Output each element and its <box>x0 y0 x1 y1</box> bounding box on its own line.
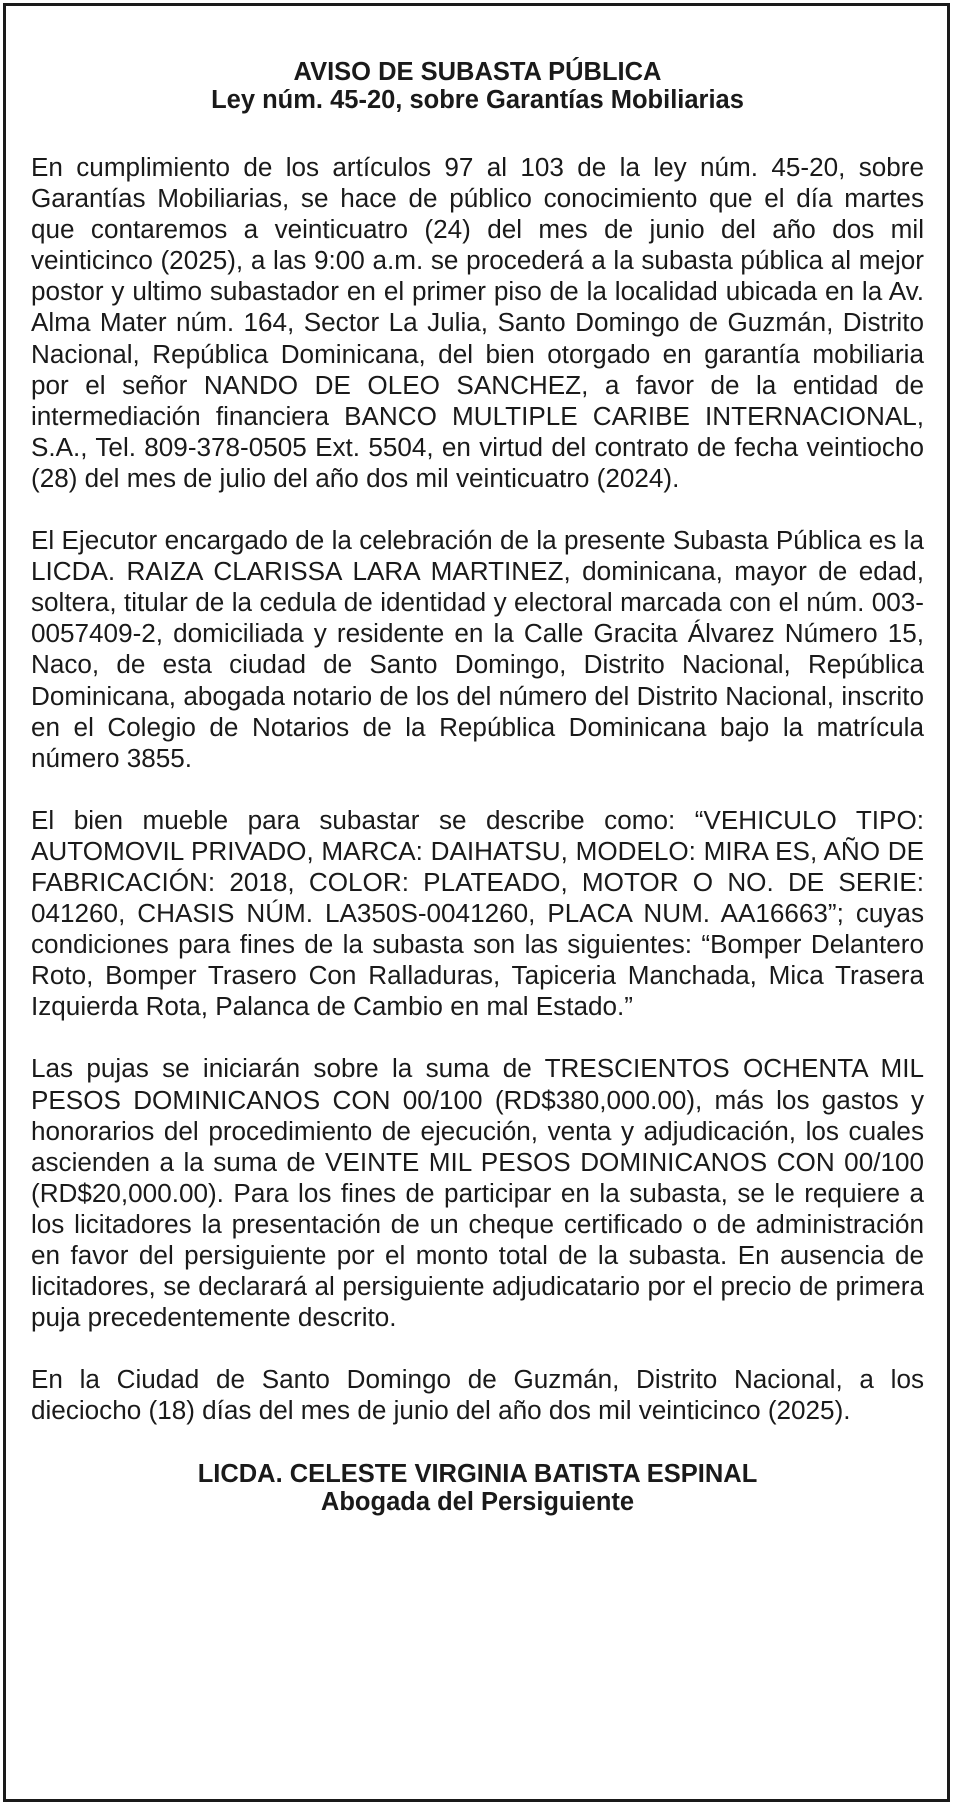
signature-role: Abogada del Persiguiente <box>320 1488 635 1517</box>
signature-name: LICDA. CELESTE VIRGINIA BATISTA ESPINAL <box>197 1460 758 1489</box>
paragraph-place-date: En la Ciudad de Santo Domingo de Guzmán, Distrito Nacional, a los dieciocho (18) días del mes de junio del año dos mil veinticinco (2025). <box>31 1364 924 1426</box>
signature-block <box>31 1460 924 1516</box>
paragraph-executor: El Ejecutor encargado de la celebración de la presente Subasta Pública es la LICDA. RAIZA CLARISSA LARA MARTINEZ, dominicana, mayor de edad, soltera, titular de la cedula de identidad y electoral marcada con el núm. 003-0057409-2, domiciliada y residente en la Calle Gracita Álvarez Número 15, Naco, de esta ciudad de Santo Domingo, Distrito Nacional, República Dominicana, abogada notario de los del número del Distrito Nacional, inscrito en el Colegio de Notarios de la República Dominicana bajo la matrícula número 3855. <box>31 525 924 773</box>
paragraph-bidding-terms: Las pujas se iniciarán sobre la suma de TRESCIENTOS OCHENTA MIL PESOS DOMINICANOS CON 00/100 (RD$380,000.00), más los gastos y honorarios del procedimiento de ejecución, venta y adjudicación, los cuales ascienden a la suma de VEINTE MIL PESOS DOMINICANOS CON 00/100 (RD$20,000.00). Para los fines de participar en la subasta, se le requiere a los licitadores la presentación de un cheque certificado o de administración en favor del persiguiente por el monto total de la subasta. En ausencia de licitadores, se declarará al persiguiente adjudicatario por el precio de primera puja precedentemente descrito. <box>31 1053 924 1333</box>
paragraph-vehicle-description: El bien mueble para subastar se describe como: “VEHICULO TIPO: AUTOMOVIL PRIVADO, MARCA: DAIHATSU, MODELO: MIRA ES, AÑO DE FABRICACIÓN: 2018, COLOR: PLATEADO, MOTOR O NO. DE SERIE: 041260, CHASIS NÚM. LA350S-0041260, PLACA NUM. AA16663”; cuyas condiciones para fines de la subasta son las siguientes: “Bomper Delantero Roto, Bomper Trasero Con Ralladuras, Tapiceria Manchada, Mica Trasera Izquierda Rota, Palanca de Cambio en mal Estado.” <box>31 804 924 1022</box>
notice-content <box>31 58 924 1516</box>
notice-subtitle: Ley núm. 45-20, sobre Garantías Mobiliarias <box>211 86 744 114</box>
paragraph-announcement: En cumplimiento de los artículos 97 al 103 de la ley núm. 45-20, sobre Garantías Mobiliarias, se hace de público conocimiento que el día martes que contaremos a veinticuatro (24) del mes de junio del año dos mil veinticinco (2025), a las 9:00 a.m. se procederá a la subasta pública al mejor postor y ultimo subastador en el primer piso de la localidad ubicada en la Av. Alma Mater núm. 164, Sector La Julia, Santo Domingo de Guzmán, Distrito Nacional, República Dominicana, del bien otorgado en garantía mobiliaria por el señor NANDO DE OLEO SANCHEZ, a favor de la entidad de intermediación financiera BANCO MULTIPLE CARIBE INTERNACIONAL, S.A., Tel. 809-378-0505 Ext. 5504, en virtud del contrato de fecha veintiocho (28) del mes de julio del año dos mil veinticuatro (2024). <box>31 152 924 493</box>
notice-title: AVISO DE SUBASTA PÚBLICA <box>293 58 662 86</box>
